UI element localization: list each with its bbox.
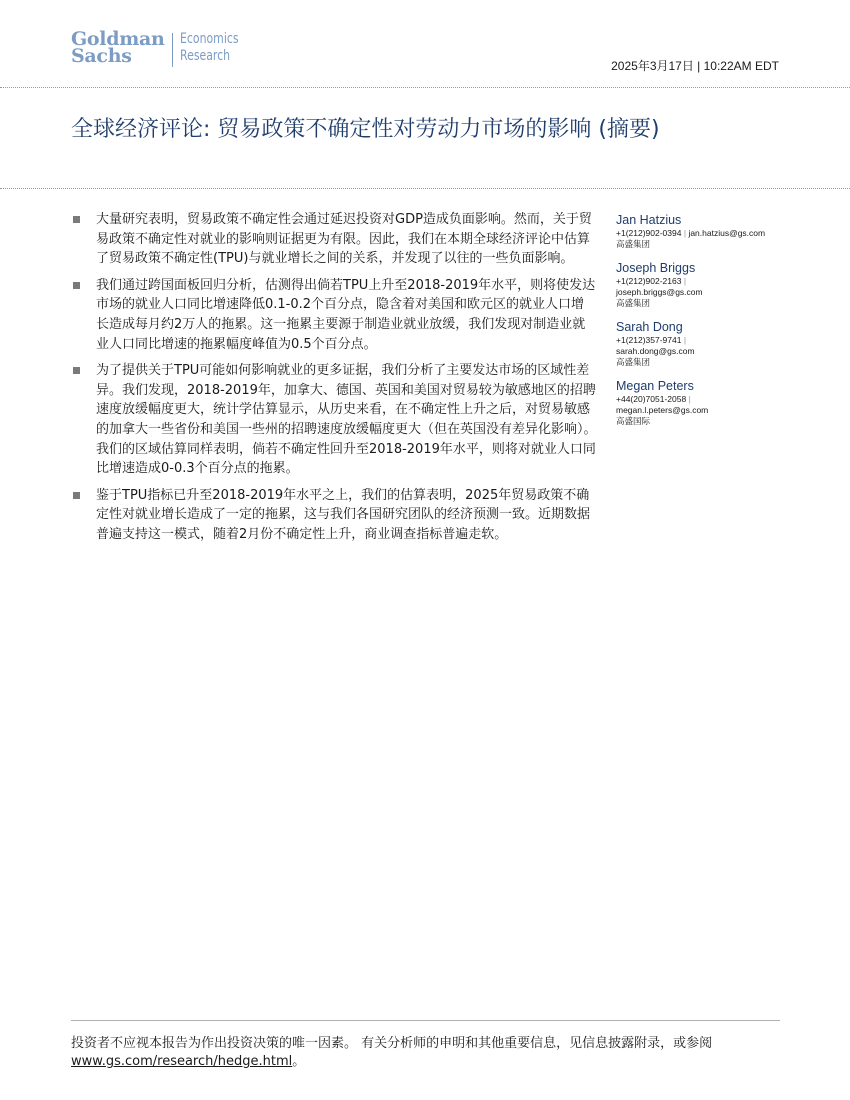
author-email[interactable]: sarah.dong@gs.com bbox=[616, 346, 695, 356]
author-phone: +1(212)902-2163 bbox=[616, 276, 682, 286]
pipe-separator: | bbox=[688, 394, 691, 404]
author-email[interactable]: megan.l.peters@gs.com bbox=[616, 405, 709, 415]
author-phone: +1(212)902-0394 bbox=[616, 228, 682, 238]
footer-divider bbox=[71, 1020, 780, 1021]
author-phone: +44(20)7051-2058 bbox=[616, 394, 687, 404]
title-divider bbox=[0, 188, 850, 189]
logo-wordmark bbox=[71, 28, 165, 67]
author-card bbox=[616, 319, 786, 368]
logo-unit-economics: Economics bbox=[179, 31, 239, 47]
author-org: 高盛集团 bbox=[616, 239, 651, 249]
author-org: 高盛集团 bbox=[616, 357, 651, 367]
author-phone-line bbox=[616, 335, 786, 346]
author-card bbox=[616, 212, 786, 250]
author-email[interactable]: joseph.briggs@gs.com bbox=[616, 287, 703, 297]
bullet-item bbox=[71, 276, 597, 354]
author-phone-line bbox=[616, 394, 786, 405]
bullet-text: 为了提供关于TPU可能如何影响就业的更多证据，我们分析了主要发达市场的区域性差异。我们发现，2018-2019年，加拿大、德国、英国和美国对贸易较为敏感地区的招聘速度放缓幅度更大，统计学估算显示，从历史来看，在不确定性上升之后，对贸易敏感的加拿大一些省份和美国一些州的招聘速度放缓幅度更大（但在英国没有差异化影响）。我们的区域估算同样表明，倘若不确定性回升至2018-2019年水平，则将对就业人口同比增速造成0-0.3个百分点的拖累。 bbox=[96, 363, 597, 477]
bullet-text: 我们通过跨国面板回归分析，估测得出倘若TPU上升至2018-2019年水平，则将使发达市场的就业人口同比增速降低0.1-0.2个百分点，隐含着对美国和欧元区的就业人口增长造成每月约2万人的拖累。这一拖累主要源于制造业就业放缓，我们发现对制造业就业人口同比增速的拖累幅度峰值为0.5个百分点。 bbox=[96, 277, 596, 352]
bullet-item bbox=[71, 210, 597, 269]
author-card bbox=[616, 260, 786, 309]
report-title: 全球经济评论: 贸易政策不确定性对劳动力市场的影响 (摘要) bbox=[71, 117, 660, 142]
author-name[interactable]: Joseph Briggs bbox=[616, 261, 696, 275]
author-name[interactable]: Megan Peters bbox=[616, 379, 694, 393]
pipe-separator: | bbox=[683, 335, 687, 345]
author-phone-line bbox=[616, 276, 786, 287]
summary-bullets bbox=[71, 210, 597, 552]
square-bullet-icon bbox=[73, 492, 80, 499]
report-date: 2025年3月17日 | 10:22AM EDT bbox=[611, 59, 779, 73]
logo-unit-research: Research bbox=[179, 48, 230, 64]
bullet-item bbox=[71, 361, 597, 479]
square-bullet-icon bbox=[73, 216, 80, 223]
pipe-separator: | bbox=[683, 228, 687, 238]
author-name[interactable]: Jan Hatzius bbox=[616, 213, 682, 227]
bullet-item bbox=[71, 486, 597, 545]
goldman-sachs-logo bbox=[71, 28, 255, 69]
bullet-text: 鉴于TPU指标已升至2018-2019年水平之上，我们的估算表明，2025年贸易政策不确定性对就业增长造成了一定的拖累，这与我们各国研究团队的经济预测一致。近期数据普遍支持这一模式，随着2月份不确定性上升，商业调查指标普遍走软。 bbox=[96, 487, 591, 542]
pipe-separator: | bbox=[683, 276, 687, 286]
author-phone: +1(212)357-9741 bbox=[616, 335, 682, 345]
header-divider bbox=[0, 87, 850, 88]
author-org: 高盛集团 bbox=[616, 298, 651, 308]
author-list bbox=[616, 212, 786, 437]
author-contact bbox=[616, 228, 786, 239]
bullet-text: 大量研究表明，贸易政策不确定性会通过延迟投资对GDP造成负面影响。然而，关于贸易政策不确定性对就业的影响则证据更为有限。因此，我们在本期全球经济评论中估算了贸易政策不确定性(TPU)与就业增长之间的关系，并发现了以往的一些负面影响。 bbox=[96, 212, 592, 267]
disclosure-end: 。 bbox=[292, 1054, 306, 1069]
disclosure-link[interactable]: www.gs.com/research/hedge.html bbox=[71, 1054, 293, 1069]
logo-unit bbox=[180, 31, 255, 65]
logo-line-goldman: Goldman bbox=[71, 28, 165, 50]
author-name[interactable]: Sarah Dong bbox=[616, 320, 683, 334]
author-email[interactable]: jan.hatzius@gs.com bbox=[688, 228, 766, 238]
disclosure-footer bbox=[71, 1035, 780, 1071]
disclosure-text: 投资者不应视本报告为作出投资决策的唯一因素。 有关分析师的申明和其他重要信息，见信息披露附录，或参阅 bbox=[71, 1036, 713, 1051]
author-card bbox=[616, 378, 786, 427]
square-bullet-icon bbox=[73, 282, 80, 289]
logo-divider bbox=[172, 33, 173, 67]
author-org: 高盛国际 bbox=[616, 416, 651, 426]
square-bullet-icon bbox=[73, 367, 80, 374]
logo-line-sachs: Sachs bbox=[71, 45, 132, 67]
